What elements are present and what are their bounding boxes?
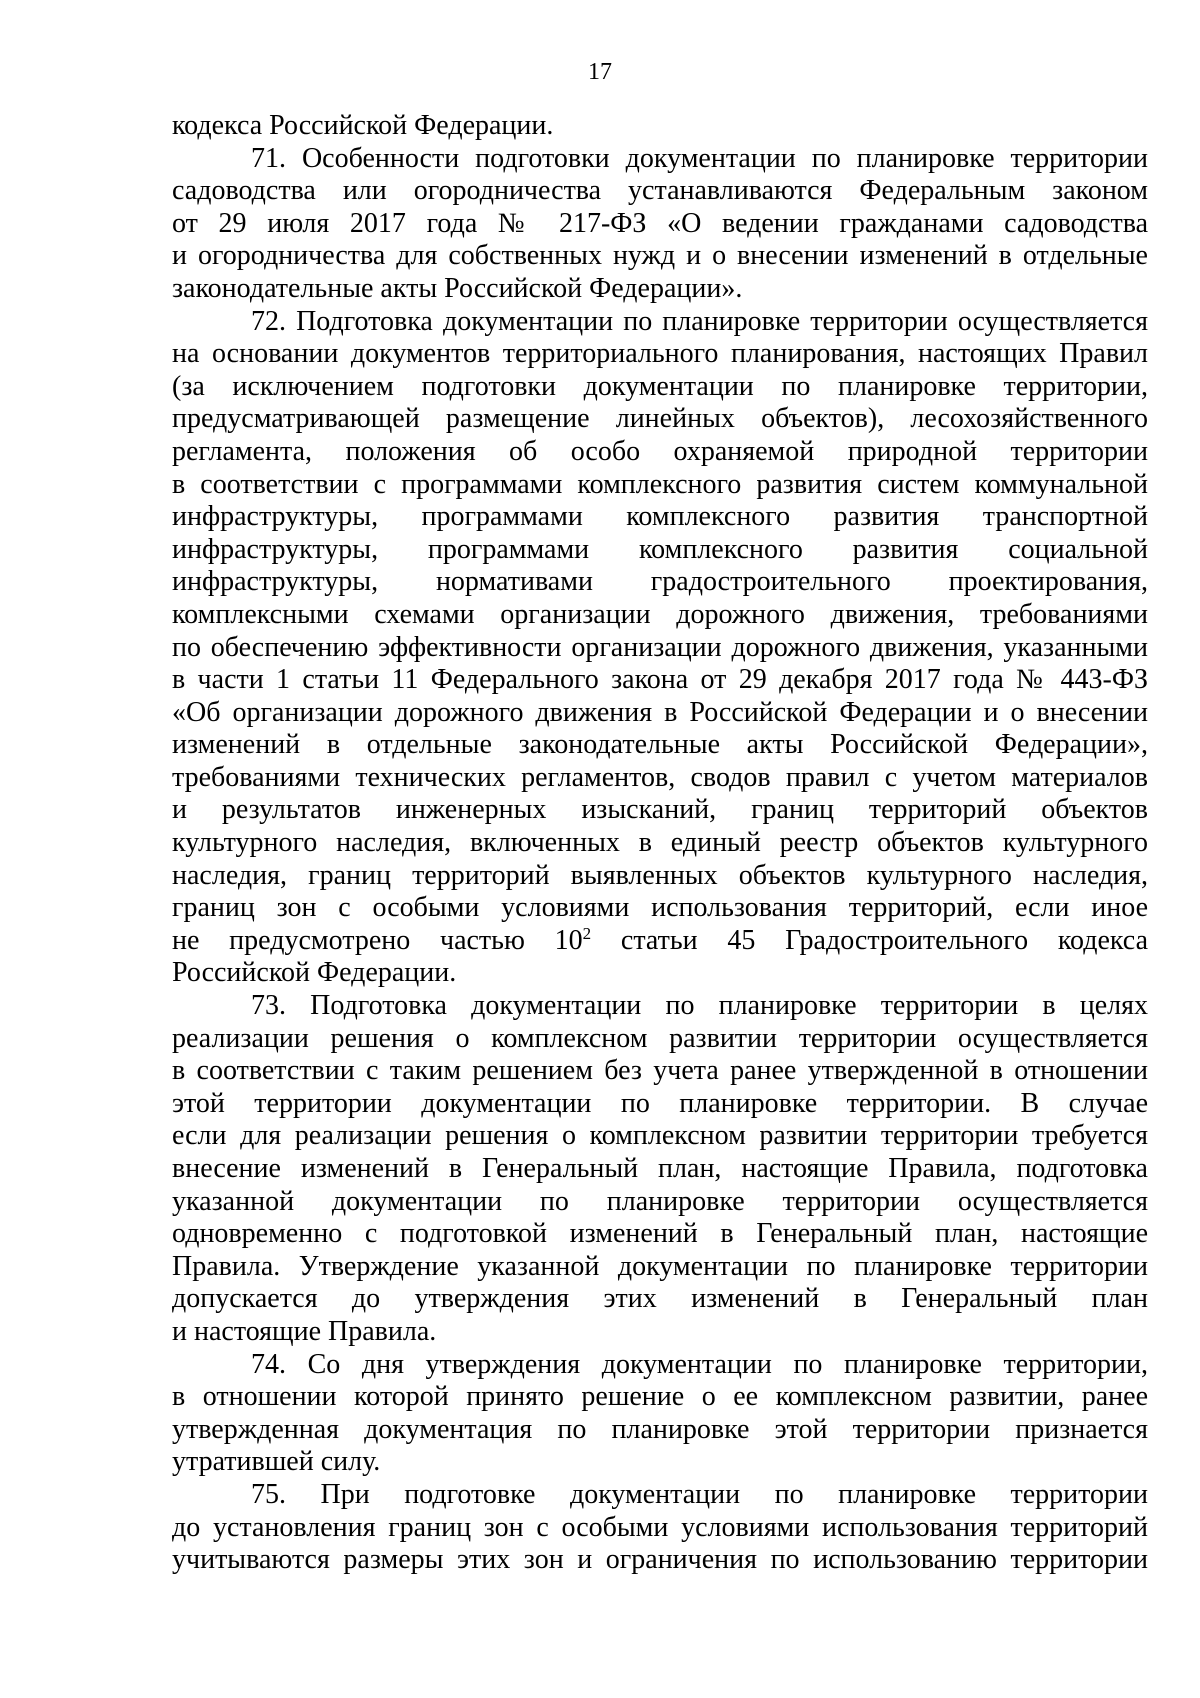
paragraph-first-line: 72. Подготовка документации по планировке территории осуществляется — [251, 305, 1148, 337]
text-line: требованиями технических регламентов, сводов правил с учетом материалов — [172, 761, 1148, 793]
text-line: и огородничества для собственных нужд и о внесении изменений в отдельные — [172, 240, 1148, 272]
text-line: Правила. Утверждение указанной документации по планировке территории — [172, 1250, 1148, 1282]
text-line — [172, 925, 1148, 958]
text-line: и настоящие Правила. — [172, 1315, 437, 1347]
text-line: инфраструктуры, программами комплексного развития транспортной — [172, 501, 1148, 533]
text-line: по обеспечению эффективности организации дорожного движения, указанными — [172, 631, 1148, 663]
text-line: кодекса Российской Федерации. — [172, 110, 554, 141]
text-line: учитываются размеры этих зон и ограничения по использованию территории — [172, 1544, 1148, 1576]
text-line: Российской Федерации. — [172, 957, 457, 989]
text-line: комплексными схемами организации дорожного движения, требованиями — [172, 598, 1148, 630]
body-text — [172, 110, 1148, 1577]
text-line: предусматривающей размещение линейных объектов), лесохозяйственного — [172, 403, 1148, 435]
paragraph-first-line: 75. При подготовке документации по планировке территории — [251, 1478, 1148, 1510]
text-line: в соответствии с программами комплексного развития систем коммунальной — [172, 468, 1148, 500]
text-line: утвержденная документация по планировке этой территории признается — [172, 1413, 1148, 1445]
text-line: инфраструктуры, программами комплексного развития социальной — [172, 533, 1148, 565]
text-line: на основании документов территориального планирования, настоящих Правил — [172, 338, 1148, 370]
page-number: 17 — [588, 59, 612, 85]
text-line: наследия, границ территорий выявленных объектов культурного наследия, — [172, 859, 1148, 891]
text-line: если для реализации решения о комплексном развитии территории требуется — [172, 1120, 1148, 1152]
text-line: «Об организации дорожного движения в Российской Федерации и о внесении — [172, 696, 1148, 728]
text-line: границ зон с особыми условиями использования территорий, если иное — [172, 892, 1148, 924]
text-line: реализации решения о комплексном развитии территории осуществляется — [172, 1022, 1148, 1054]
text-line: (за исключением подготовки документации по планировке территории, — [172, 370, 1148, 402]
text-line: утратившей силу. — [172, 1446, 381, 1478]
text-line: указанной документации по планировке территории осуществляется — [172, 1185, 1148, 1217]
text-line: в отношении которой принято решение о ее комплексном развитии, ранее — [172, 1381, 1148, 1413]
line-text: не предусмотрено частью 10 — [172, 924, 583, 956]
text-line: внесение изменений в Генеральный план, настоящие Правила, подготовка — [172, 1153, 1148, 1184]
text-line: допускается до утверждения этих изменений в Генеральный план — [172, 1283, 1148, 1315]
text-line: в части 1 статьи 11 Федерального закона от 29 декабря 2017 года № 443-ФЗ — [172, 664, 1148, 696]
text-line: культурного наследия, включенных в единый реестр объектов культурного — [172, 827, 1148, 859]
text-line: инфраструктуры, нормативами градостроительного проектирования, — [172, 566, 1148, 598]
line-text-continuation: статьи 45 Градостроительного кодекса — [591, 924, 1148, 956]
paragraph-first-line: 71. Особенности подготовки документации по планировке территории — [251, 142, 1148, 174]
text-line: в соответствии с таким решением без учета ранее утвержденной в отношении — [172, 1055, 1148, 1087]
text-line: изменений в отдельные законодательные акты Российской Федерации», — [172, 729, 1148, 761]
text-line: от 29 июля 2017 года № 217-ФЗ «О ведении гражданами садоводства — [172, 207, 1148, 239]
text-line: и результатов инженерных изысканий, границ территорий объектов — [172, 794, 1148, 826]
paragraph-first-line: 74. Со дня утверждения документации по планировке территории, — [251, 1348, 1148, 1380]
text-line: законодательные акты Российской Федерации». — [172, 272, 743, 304]
text-line: садоводства или огородничества устанавливаются Федеральным законом — [172, 175, 1148, 207]
text-line: регламента, положения об особо охраняемой природной территории — [172, 435, 1148, 467]
text-line: этой территории документации по планировке территории. В случае — [172, 1087, 1148, 1119]
superscript: 2 — [582, 923, 592, 943]
text-line: до установления границ зон с особыми условиями использования территорий — [172, 1511, 1148, 1543]
paragraph-first-line: 73. Подготовка документации по планировке территории в целях — [251, 990, 1148, 1022]
text-line: одновременно с подготовкой изменений в Генеральный план, настоящие — [172, 1218, 1148, 1250]
